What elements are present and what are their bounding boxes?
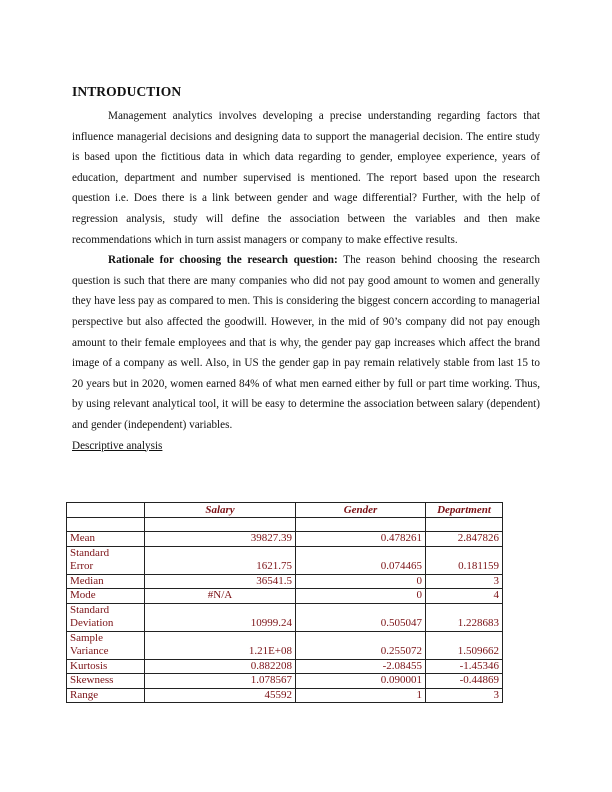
cell-salary: 1621.75 xyxy=(145,546,296,574)
cell-salary: 1.078567 xyxy=(145,674,296,689)
cell-department: -1.45346 xyxy=(426,659,503,674)
cell-salary: 36541.5 xyxy=(145,574,296,589)
cell-gender: 0.505047 xyxy=(296,603,426,631)
row-label-line-1: Median xyxy=(70,574,104,587)
row-label-line-1: Mean xyxy=(70,532,96,544)
table-row xyxy=(67,574,503,589)
cell-salary: 39827.39 xyxy=(145,532,296,547)
cell-department: -0.44869 xyxy=(426,674,503,689)
row-label xyxy=(67,674,145,689)
rationale-lead: Rationale for choosing the research question: xyxy=(108,254,338,267)
cell-department: 3 xyxy=(426,574,503,589)
cell-department: 2.847826 xyxy=(426,532,503,547)
table-row xyxy=(67,688,503,703)
header-cell-empty xyxy=(67,503,145,518)
table-row xyxy=(67,659,503,674)
row-label-line-1: Sample xyxy=(70,631,103,644)
row-label-line-1: Skewness xyxy=(70,674,114,686)
cell-gender: 0 xyxy=(296,574,426,589)
cell-salary: #N/A xyxy=(145,589,296,604)
cell-department: 1.509662 xyxy=(426,631,503,659)
section-heading: INTRODUCTION xyxy=(72,84,182,99)
row-label xyxy=(67,532,145,547)
header-salary: Salary xyxy=(145,503,296,518)
row-label xyxy=(67,574,145,589)
cell-gender: 0.255072 xyxy=(296,631,426,659)
header-department: Department xyxy=(426,503,503,518)
row-label xyxy=(67,631,145,659)
row-label-line-1: Mode xyxy=(70,589,96,601)
cell-gender: -2.08455 xyxy=(296,659,426,674)
descriptive-stats-table xyxy=(66,502,503,703)
cell-department: 0.181159 xyxy=(426,546,503,574)
cell-gender: 1 xyxy=(296,688,426,703)
cell-department: 3 xyxy=(426,688,503,703)
table-row xyxy=(67,674,503,689)
rationale-text: The reason behind choosing the research question is such that there are many companies who did not pay good amount to women and generally they have less pay as compared to men. This is considering the biggest concern according to managerial perspective but also affected the goodwill. However, in the mid of 90’s company did not pay enough amount to their female employees and that is why, the gender pay gap increases which affect the brand image of a company as well. Also, in US the gender gap in pay remain relatively stable from last 15 to 20 years but in 2020, women earned 84% of what men earned either by full or part time working. Thus, by using relevant analytical tool, it will be easy to determine the association between salary (dependent) and gender (independent) variables. xyxy=(72,254,540,431)
table-row xyxy=(67,546,503,574)
table-header-row xyxy=(67,503,503,518)
cell-salary: 10999.24 xyxy=(145,603,296,631)
table-row xyxy=(67,532,503,547)
row-label-line-1: Kurtosis xyxy=(70,659,108,672)
cell-salary: 0.882208 xyxy=(145,659,296,674)
row-label xyxy=(67,603,145,631)
row-label xyxy=(67,546,145,574)
table-row xyxy=(67,631,503,659)
cell-gender: 0.478261 xyxy=(296,532,426,547)
cell-gender: 0.074465 xyxy=(296,546,426,574)
cell-salary: 1.21E+08 xyxy=(145,631,296,659)
rationale-paragraph xyxy=(72,250,540,435)
document-page xyxy=(72,84,540,456)
row-label-line-1: Standard xyxy=(70,546,110,559)
cell-department: 4 xyxy=(426,589,503,604)
row-label-line-1: Range xyxy=(70,688,99,701)
intro-paragraph: Management analytics involves developing a precise understanding regarding factors that influence managerial decisions and designing data to support the managerial decision. The entire study is based upon the fictitious data in which data regarding to gender, employee experience, years of education, department and number supervised is mentioned. The report based upon the research question i.e. Does there is a link between gender and wage differential? Further, with the help of regression analysis, study will define the association between the variables and then make recommendations which in turn assist managers or company to make effective results. xyxy=(72,110,540,246)
cell-salary: 45592 xyxy=(145,688,296,703)
cell-gender: 0 xyxy=(296,589,426,604)
header-gender: Gender xyxy=(296,503,426,518)
row-label xyxy=(67,659,145,674)
row-label-line-2: Error xyxy=(70,560,94,572)
row-label xyxy=(67,688,145,703)
descriptive-analysis-heading: Descriptive analysis xyxy=(72,439,163,452)
table-row xyxy=(67,589,503,604)
row-label xyxy=(67,589,145,604)
row-label-line-2: Deviation xyxy=(70,617,114,629)
cell-department: 1.228683 xyxy=(426,603,503,631)
blank-row xyxy=(67,518,503,532)
row-label-line-2: Variance xyxy=(70,645,109,657)
table-row xyxy=(67,603,503,631)
row-label-line-1: Standard xyxy=(70,603,110,616)
cell-gender: 0.090001 xyxy=(296,674,426,689)
